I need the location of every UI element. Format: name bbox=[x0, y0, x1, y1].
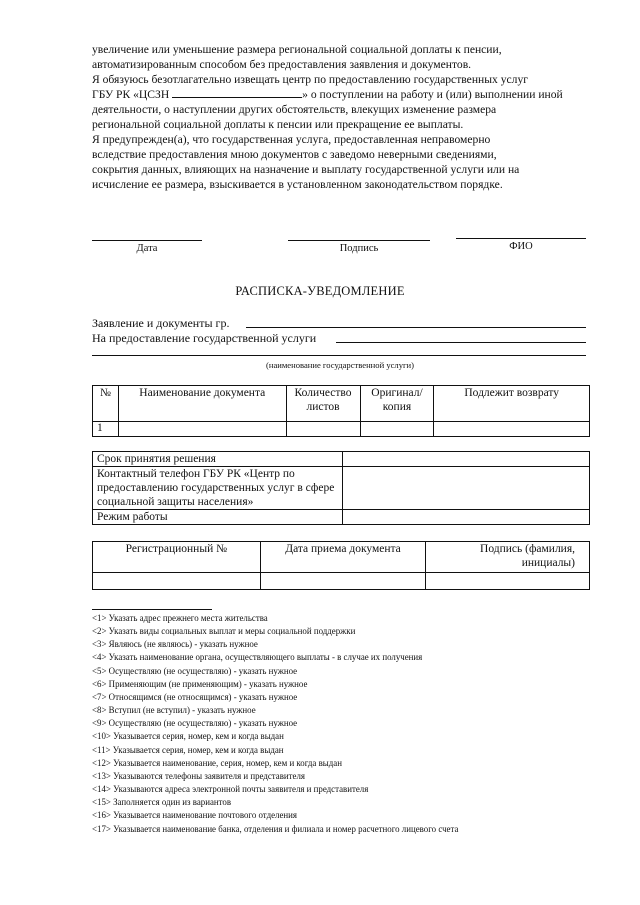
work-hours-label: Режим работы bbox=[93, 510, 343, 525]
return-cell[interactable] bbox=[434, 422, 590, 437]
footnote: <16> Указывается наименование почтового отделения bbox=[92, 810, 297, 821]
applicant-name-line[interactable] bbox=[246, 327, 586, 328]
footnote: <14> Указываются адреса электронной почты заявителя и представителя bbox=[92, 784, 369, 795]
table-row bbox=[93, 573, 590, 590]
receipt-date-cell[interactable] bbox=[260, 573, 426, 590]
receipt-title: РАСПИСКА-УВЕДОМЛЕНИЕ bbox=[235, 284, 405, 298]
table-row bbox=[93, 422, 590, 437]
col-header-number: № bbox=[93, 386, 119, 422]
fio-line[interactable] bbox=[456, 238, 586, 239]
intro-line: сокрытия данных, влияющих на назначение и выплату государственной услуги или на bbox=[92, 163, 520, 176]
footnote: <9> Осуществляю (не осуществляю) - указать нужное bbox=[92, 718, 298, 729]
intro-fragment: ГБУ РК «ЦСЗН bbox=[92, 88, 170, 101]
intro-line: Я предупрежден(а), что государственная услуга, предоставленная неправомерно bbox=[92, 133, 491, 146]
intro-line: региональной социальной доплаты к пенсии или прекращение ее выплаты. bbox=[92, 118, 464, 131]
footnote: <7> Относящимся (не относящимся) - указать нужное bbox=[92, 691, 298, 702]
col-header-reg-number: Регистрационный № bbox=[93, 542, 261, 573]
application-label: Заявление и документы гр. bbox=[92, 316, 230, 330]
col-header-original: Оригинал/ копия bbox=[360, 386, 434, 422]
doc-name-cell[interactable] bbox=[118, 422, 286, 437]
registration-table bbox=[92, 541, 590, 590]
footnote: <10> Указывается серия, номер, кем и когда выдан bbox=[92, 731, 284, 742]
footnote: <8> Вступил (не вступил) - указать нужное bbox=[92, 705, 256, 716]
table-row bbox=[93, 510, 590, 525]
signature-line[interactable] bbox=[288, 240, 430, 241]
intro-fragment: » о поступлении на работу и (или) выполнении иной bbox=[302, 88, 563, 101]
footnote: <6> Применяющим (не применяющим) - указать нужное bbox=[92, 678, 308, 689]
footnote: <1> Указать адрес прежнего места жительства bbox=[92, 613, 268, 623]
footnote-divider bbox=[92, 609, 212, 610]
intro-line bbox=[92, 87, 588, 102]
intro-line: Я обязуюсь безотлагательно извещать центр по предоставлению государственных услуг bbox=[92, 73, 528, 86]
intro-line: исчисление ее размера, взыскивается в установленном законодательством порядке. bbox=[92, 178, 503, 191]
footnote: <17> Указывается наименование банка, отделения и филиала и номер расчетного лицевого счета bbox=[92, 823, 459, 834]
date-label: Дата bbox=[136, 243, 158, 254]
center-name-blank[interactable] bbox=[172, 87, 302, 98]
contact-phone-label: Контактный телефон ГБУ РК «Центр по предоставлению государственных услуг в сфере социальной защиты населения» bbox=[93, 467, 343, 510]
fio-label: ФИО bbox=[509, 241, 533, 252]
service-name-line[interactable] bbox=[336, 342, 586, 343]
col-header-receipt-date: Дата приема документа bbox=[260, 542, 426, 573]
row-number: 1 bbox=[93, 422, 119, 437]
footnote: <12> Указывается наименование, серия, номер, кем и когда выдан bbox=[92, 757, 342, 768]
table-row bbox=[93, 452, 590, 467]
footnote: <5> Осуществляю (не осуществляю) - указать нужное bbox=[92, 665, 298, 676]
intro-line: вследствие предоставления мною документов с заведомо неверными сведениями, bbox=[92, 148, 497, 161]
footnote: <3> Являюсь (не являюсь) - указать нужное bbox=[92, 639, 258, 650]
col-header-return: Подлежит возврату bbox=[434, 386, 590, 422]
decision-term-value[interactable] bbox=[342, 452, 589, 467]
decision-term-label: Срок принятия решения bbox=[93, 452, 343, 467]
service-label: На предоставление государственной услуги bbox=[92, 331, 317, 345]
footnote: <15> Заполняется один из вариантов bbox=[92, 797, 232, 808]
info-table bbox=[92, 451, 590, 525]
footnote: <11> Указывается серия, номер, кем и когда выдан bbox=[92, 744, 284, 755]
col-header-doc-name: Наименование документа bbox=[118, 386, 286, 422]
reg-number-cell[interactable] bbox=[93, 573, 261, 590]
contact-phone-value[interactable] bbox=[342, 467, 589, 510]
service-caption: (наименование государственной услуги) bbox=[265, 360, 415, 370]
col-header-sheets: Количество листов bbox=[286, 386, 360, 422]
footnote: <4> Указать наименование органа, осуществляющего выплаты - в случае их получения bbox=[92, 652, 423, 663]
col-header-signature: Подпись (фамилия, инициалы) bbox=[426, 542, 590, 573]
service-name-line-2[interactable] bbox=[92, 355, 586, 356]
footnote: <2> Указать виды социальных выплат и меры социальной поддержки bbox=[92, 626, 356, 637]
footnotes bbox=[92, 612, 592, 836]
footnote: <13> Указываются телефоны заявителя и представителя bbox=[92, 770, 305, 781]
intro-text bbox=[92, 42, 588, 192]
work-hours-value[interactable] bbox=[342, 510, 589, 525]
date-line[interactable] bbox=[92, 240, 202, 241]
intro-line: деятельности, о наступлении других обстоятельств, влекущих изменение размера bbox=[92, 103, 497, 116]
intro-line: увеличение или уменьшение размера региональной социальной доплаты к пенсии, bbox=[92, 43, 502, 56]
signature-cell[interactable] bbox=[426, 573, 590, 590]
documents-table bbox=[92, 385, 590, 437]
table-row bbox=[93, 467, 590, 510]
intro-line: автоматизированным способом без предоставления заявления и документов. bbox=[92, 58, 472, 71]
signature-label: Подпись bbox=[339, 243, 379, 254]
original-cell[interactable] bbox=[360, 422, 434, 437]
sheets-cell[interactable] bbox=[286, 422, 360, 437]
